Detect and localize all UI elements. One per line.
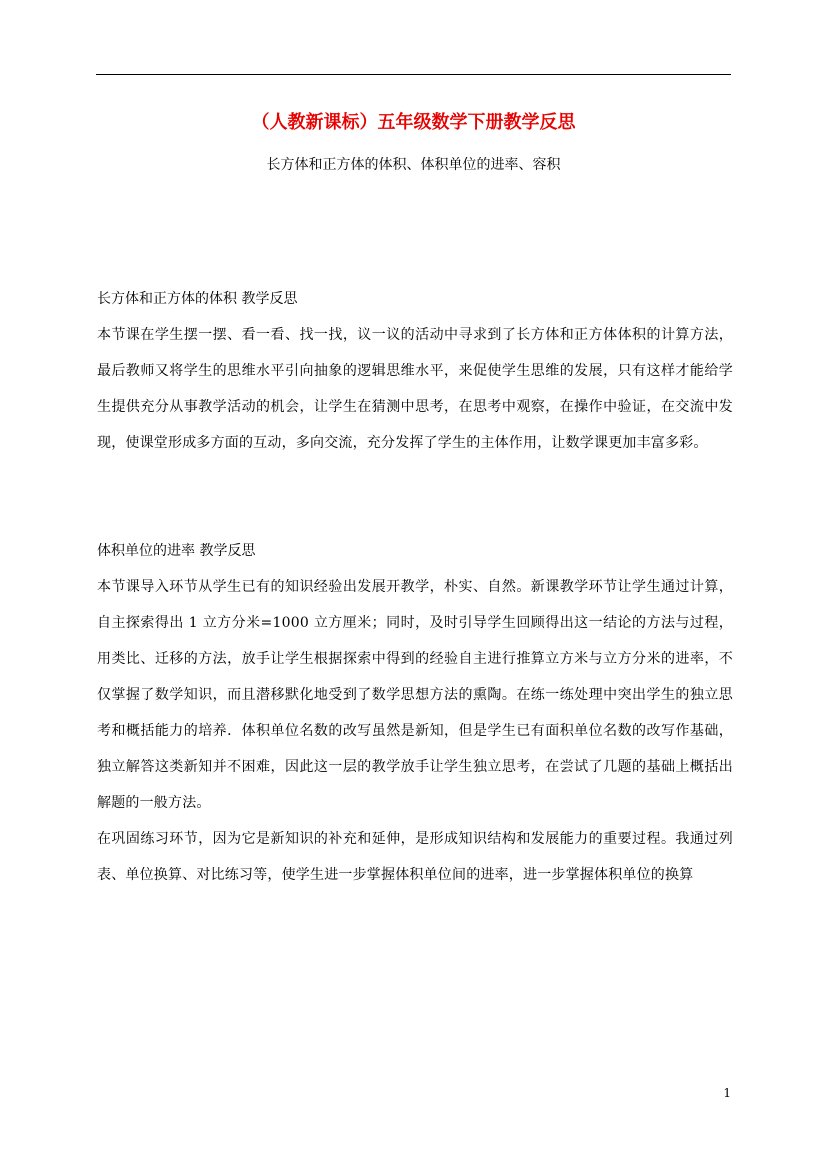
document-body xyxy=(97,281,733,893)
document-subtitle: 长方体和正方体的体积、体积单位的进率、容积 xyxy=(266,157,561,173)
document-title: （人教新课标）五年级数学下册教学反思 xyxy=(251,112,576,133)
section-spacer xyxy=(97,461,733,533)
section-paragraph: 本节课在学生摆一摆、看一看、找一找，议一议的活动中寻求到了长方体和正方体体积的计算方法，最后教师又将学生的思维水平引向抽象的逻辑思维水平，来促使学生思维的发展，只有这样才能给学生提供充分从事教学活动的机会，让学生在猜测中思考，在思考中观察，在操作中验证，在交流中发现，使课堂形成多方面的互动，多向交流，充分发挥了学生的主体作用，让数学课更加丰富多彩。 xyxy=(97,327,733,451)
header-rule xyxy=(96,74,731,75)
section-paragraph: 本节课导入环节从学生已有的知识经验出发展开教学，朴实、自然。新课教学环节让学生通过计算，自主探索得出 1 立方分米=1000 立方厘米；同时，及时引导学生回顾得出这一结论的方法与过程，用类比、迁移的方法，放手让学生根据探索中得到的经验自主进行推算立方米与立方分米的进率，不仅掌握了数学知识，而且潜移默化地受到了数学思想方法的熏陶。在练一练处理中突出学生的独立思考和概括能力的培养．体积单位名数的改写虽然是新知，但是学生已有面积单位名数的改写作基础，独立解答这类新知并不困难，因此这一层的教学放手让学生独立思考，在尝试了几题的基础上概括出解题的一般方法。 xyxy=(97,579,733,811)
section-unit-conversion xyxy=(97,533,733,893)
section-paragraph: 在巩固练习环节，因为它是新知识的补充和延伸，是形成知识结构和发展能力的重要过程。我通过列表、单位换算、对比练习等，使学生进一步掌握体积单位间的进率，进一步掌握体积单位的换算 xyxy=(97,831,733,883)
page-number: 1 xyxy=(723,1086,731,1100)
section-heading: 体积单位的进率 教学反思 xyxy=(97,543,256,559)
section-volume xyxy=(97,281,733,461)
section-heading: 长方体和正方体的体积 教学反思 xyxy=(97,291,298,307)
